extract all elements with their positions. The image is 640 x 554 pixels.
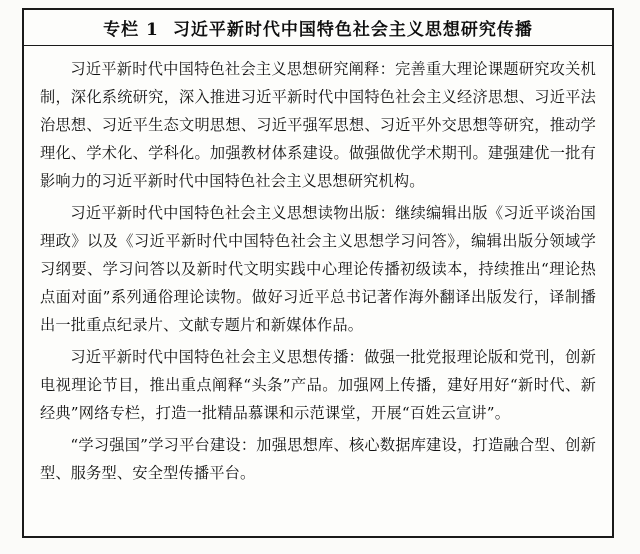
paragraph-2: 习近平新时代中国特色社会主义思想读物出版：继续编辑出版《习近平谈治国理政》以及《习近平新时代中国特色社会主义思想学习问答》，编辑出版分领域学习纲要、学习问答以及新时代文明实践中心理论传播初级读本，持续推出“理论热点面对面”系列通俗理论读物。做好习近平总书记著作海外翻译出版发行，译制播出一批重点纪录片、文献专题片和新媒体作品。	[40, 204, 596, 334]
callout-heading: 习近平新时代中国特色社会主义思想研究传播	[172, 20, 533, 40]
callout-number: 专栏 1	[103, 20, 159, 40]
callout-title-row	[24, 10, 612, 46]
paragraph-3: 习近平新时代中国特色社会主义思想传播：做强一批党报理论版和党刊，创新电视理论节目，推出重点阐释“头条”产品。加强网上传播，建好用好“新时代、新经典”网络专栏，打造一批精品慕课和示范课堂，开展“百姓云宣讲”。	[40, 348, 596, 422]
callout-body	[24, 46, 612, 494]
paragraph-1: 习近平新时代中国特色社会主义思想研究阐释：完善重大理论课题研究攻关机制，深化系统研究，深入推进习近平新时代中国特色社会主义经济思想、习近平法治思想、习近平生态文明思想、习近平强军思想、习近平外交思想等研究，推动学理化、学术化、学科化。加强教材体系建设。做强做优学术期刊。建强建优一批有影响力的习近平新时代中国特色社会主义思想研究机构。	[40, 60, 596, 190]
paragraph-4: “学习强国”学习平台建设：加强思想库、核心数据库建设，打造融合型、创新型、服务型、安全型传播平台。	[40, 436, 596, 482]
callout-box	[22, 8, 614, 538]
